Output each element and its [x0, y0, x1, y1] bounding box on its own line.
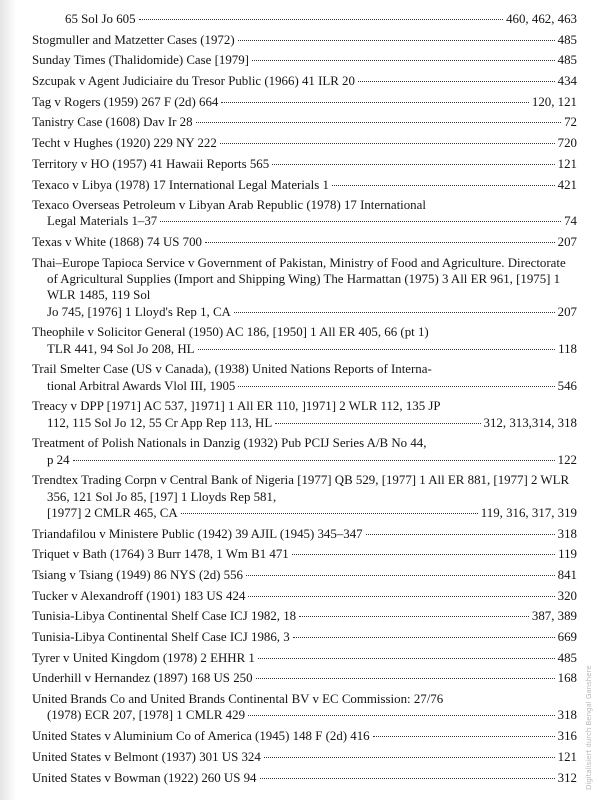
case-citation-text: tional Arbitral Awards Vlol III, 1905 [47, 378, 236, 393]
page-references: 207 [557, 235, 577, 250]
case-citation-text: Tunisia-Libya Continental Shelf Case ICJ 1986, 3 [32, 630, 290, 645]
case-citation-text: Techt v Hughes (1920) 229 NY 222 [32, 136, 217, 151]
case-citation-text: Texas v White (1868) 74 US 700 [32, 235, 202, 250]
case-citation-line [32, 588, 577, 604]
case-citation-text: Treatment of Polish Nationals in Danzig (1932) Pub PCIJ Series A/B No 44, [32, 436, 427, 451]
case-entry [32, 472, 577, 521]
case-entry [32, 11, 577, 27]
case-citation-line [32, 546, 577, 562]
case-entry [32, 52, 577, 68]
case-citation-text: Thai–Europe Tapioca Service v Government of Pakistan, Ministry of Food and Agriculture. Directorate of Agricultural Supplies (Import and Shipping Wing) The Harmattan (1975) 3 All ER 961, [1975] 1 WLR 1485, 119 Sol [32, 255, 566, 303]
page-references: 546 [557, 378, 577, 393]
case-citation-text: Texaco Overseas Petroleum v Libyan Arab Republic (1978) 17 International [32, 198, 426, 213]
case-citation-line [32, 770, 577, 786]
case-citation-text: Tucker v Alexandroff (1901) 183 US 424 [32, 588, 246, 603]
case-citation-text: United States v Belmont (1937) 301 US 324 [32, 749, 261, 764]
page-references: 120, 121 [531, 94, 577, 109]
page-references: 485 [557, 53, 577, 68]
page-references: 720 [557, 136, 577, 151]
case-citation-text: United States v Bowman (1922) 260 US 94 [32, 770, 257, 785]
table-of-cases [32, 11, 577, 786]
case-citation-text: Tsiang v Tsiang (1949) 86 NYS (2d) 556 [32, 568, 243, 583]
dot-leader [181, 513, 478, 514]
case-citation-line [32, 670, 577, 686]
case-citation-line [32, 304, 577, 320]
case-citation-text: TLR 441, 94 Sol Jo 208, HL [47, 341, 195, 356]
page-references: 316 [557, 729, 577, 744]
case-citation-line [32, 135, 577, 151]
case-citation-text: 112, 115 Sol Jo 12, 55 Cr App Rep 113, HL [47, 415, 273, 430]
case-entry [32, 670, 577, 686]
case-citation-line [32, 567, 577, 583]
case-entry [32, 255, 577, 320]
case-citation-text: Underhill v Hernandez (1897) 168 US 250 [32, 671, 253, 686]
case-citation-line [32, 341, 577, 357]
dot-leader [256, 678, 555, 679]
page-references: 387, 389 [531, 609, 577, 624]
case-entry [32, 32, 577, 48]
page-references: 421 [557, 177, 577, 192]
dot-leader [332, 185, 555, 186]
dot-leader [366, 534, 555, 535]
dot-leader [275, 423, 480, 424]
dot-leader [260, 778, 555, 779]
page-references: 434 [557, 74, 577, 89]
case-citation-text: 65 Sol Jo 605 [65, 12, 136, 26]
case-citation-line [32, 234, 577, 250]
case-citation-text: [1977] 2 CMLR 465, CA [47, 505, 178, 520]
case-citation-line [32, 608, 577, 624]
dot-leader [196, 122, 562, 123]
case-entry [32, 650, 577, 666]
case-entry [32, 114, 577, 130]
dot-leader [238, 40, 555, 41]
case-entry [32, 135, 577, 151]
dot-leader [264, 757, 555, 758]
case-citation-text: Triandafilou v Ministere Public (1942) 39 AJIL (1945) 345–347 [32, 526, 363, 541]
case-citation-text: Sunday Times (Thalidomide) Case [1979] [32, 53, 249, 68]
case-citation-text: Territory v HO (1957) 41 Hawaii Reports 565 [32, 156, 270, 171]
dot-leader [373, 736, 555, 737]
dot-leader [73, 460, 555, 461]
case-entry [32, 588, 577, 604]
case-citation-text: (1978) ECR 207, [1978] 1 CMLR 429 [47, 708, 246, 723]
case-entry [32, 608, 577, 624]
page-references: 318 [557, 526, 577, 541]
case-citation-text: Treacy v DPP [1971] AC 537, ]1971] 1 All ER 110, ]1971] 2 WLR 112, 135 JP [32, 399, 441, 414]
case-citation-line [32, 452, 577, 468]
case-entry [32, 398, 577, 431]
case-citation-line [32, 415, 577, 431]
scanner-watermark: Digitalisiert durch Bengal Ganshere [585, 665, 593, 790]
case-entry [32, 177, 577, 193]
case-entry [32, 546, 577, 562]
page-references: 72 [564, 115, 577, 130]
case-citation-text: Tunisia-Libya Continental Shelf Case ICJ 1982, 18 [32, 609, 297, 624]
dot-leader [252, 60, 555, 61]
dot-leader [205, 242, 555, 243]
case-entry [32, 234, 577, 250]
page-references: 841 [557, 568, 577, 583]
case-citation-line [32, 526, 577, 542]
case-citation-text: Triquet v Bath (1764) 3 Burr 1478, 1 Wm B1 471 [32, 547, 289, 562]
case-citation-text: Szcupak v Agent Judiciaire du Tresor Public (1966) 41 ILR 20 [32, 74, 355, 89]
dot-leader [139, 19, 504, 20]
case-citation-line [32, 629, 577, 645]
case-citation-text: Tanistry Case (1608) Dav Ir 28 [32, 115, 193, 130]
case-entry [32, 324, 577, 357]
dot-leader [293, 637, 555, 638]
dot-leader [248, 715, 555, 716]
case-citation-text: Tag v Rogers (1959) 267 F (2d) 664 [32, 94, 219, 109]
case-citation-line [32, 728, 577, 744]
case-entry [32, 361, 577, 394]
case-citation-line [32, 213, 577, 229]
case-citation-text: Texaco v Libya (1978) 17 International Legal Materials 1 [32, 177, 329, 192]
case-citation-line [32, 73, 577, 89]
page-references: 320 [557, 588, 577, 603]
case-citation-text: Trail Smelter Case (US v Canada), (1938) United Nations Reports of Interna- [32, 362, 432, 377]
case-citation-line [32, 156, 577, 172]
dot-leader [248, 596, 554, 597]
dot-leader [246, 575, 555, 576]
dot-leader [358, 81, 555, 82]
page-references: 669 [557, 630, 577, 645]
case-entry [32, 728, 577, 744]
case-citation-text: Tyrer v United Kingdom (1978) 2 EHHR 1 [32, 650, 255, 665]
case-citation-text: Jo 745, [1976] 1 Lloyd's Rep 1, CA [47, 304, 231, 319]
page-references: 119, 316, 317, 319 [480, 505, 577, 520]
page-references: 121 [557, 156, 577, 171]
case-entry [32, 567, 577, 583]
case-citation-text: Stogmuller and Matzetter Cases (1972) [32, 32, 235, 47]
case-citation-line [32, 707, 577, 723]
page-references: 119 [558, 547, 577, 562]
case-entry [32, 629, 577, 645]
case-entry [32, 770, 577, 786]
page-references: 118 [558, 341, 577, 356]
page-references: 485 [557, 650, 577, 665]
dot-leader [198, 349, 556, 350]
case-citation-text: United Brands Co and United Brands Continental BV v EC Commission: 27/76 [32, 692, 444, 707]
page-references: 312, 313,314, 318 [483, 415, 577, 430]
case-entry [32, 156, 577, 172]
case-citation-line [32, 52, 577, 68]
case-citation-line [32, 32, 577, 48]
dot-leader [234, 312, 555, 313]
case-citation-line [32, 94, 577, 110]
page-references: 122 [557, 452, 577, 467]
dot-leader [238, 386, 554, 387]
dot-leader [292, 554, 555, 555]
case-citation-line [32, 114, 577, 130]
case-citation-text: p 24 [47, 452, 70, 467]
dot-leader [220, 143, 555, 144]
page-references: 318 [557, 708, 577, 723]
case-entry [32, 435, 577, 468]
page-references: 74 [564, 214, 577, 229]
page-references: 460, 462, 463 [506, 12, 577, 26]
page-references: 207 [557, 304, 577, 319]
page-references: 121 [557, 749, 577, 764]
case-entry [32, 73, 577, 89]
dot-leader [272, 164, 554, 165]
case-citation-line [32, 378, 577, 394]
case-entry [32, 749, 577, 765]
case-entry [32, 526, 577, 542]
dot-leader [299, 616, 529, 617]
case-entry [32, 94, 577, 110]
case-entry [32, 691, 577, 724]
dot-leader [221, 102, 529, 103]
case-citation-line [32, 749, 577, 765]
dot-leader [258, 658, 555, 659]
case-citation-line [32, 650, 577, 666]
case-citation-text: United States v Aluminium Co of America (1945) 148 F (2d) 416 [32, 729, 370, 744]
case-entry [32, 197, 577, 230]
case-citation-text: Theophile v Solicitor General (1950) AC 186, [1950] 1 All ER 405, 66 (pt 1) [32, 325, 429, 340]
page-references: 485 [557, 32, 577, 47]
dot-leader [160, 221, 561, 222]
case-citation-text: Legal Materials 1–37 [47, 214, 158, 229]
case-citation-line [32, 177, 577, 193]
case-citation-text: Trendtex Trading Corpn v Central Bank of Nigeria [1977] QB 529, [1977] 1 All ER 881, [1977] 2 WLR 356, 121 Sol Jo 85, [197] 1 Lloyds Rep 581, [32, 473, 570, 504]
case-citation-line [32, 11, 577, 27]
page-references: 312 [557, 770, 577, 785]
case-citation-line [32, 505, 577, 521]
page-references: 168 [557, 671, 577, 686]
